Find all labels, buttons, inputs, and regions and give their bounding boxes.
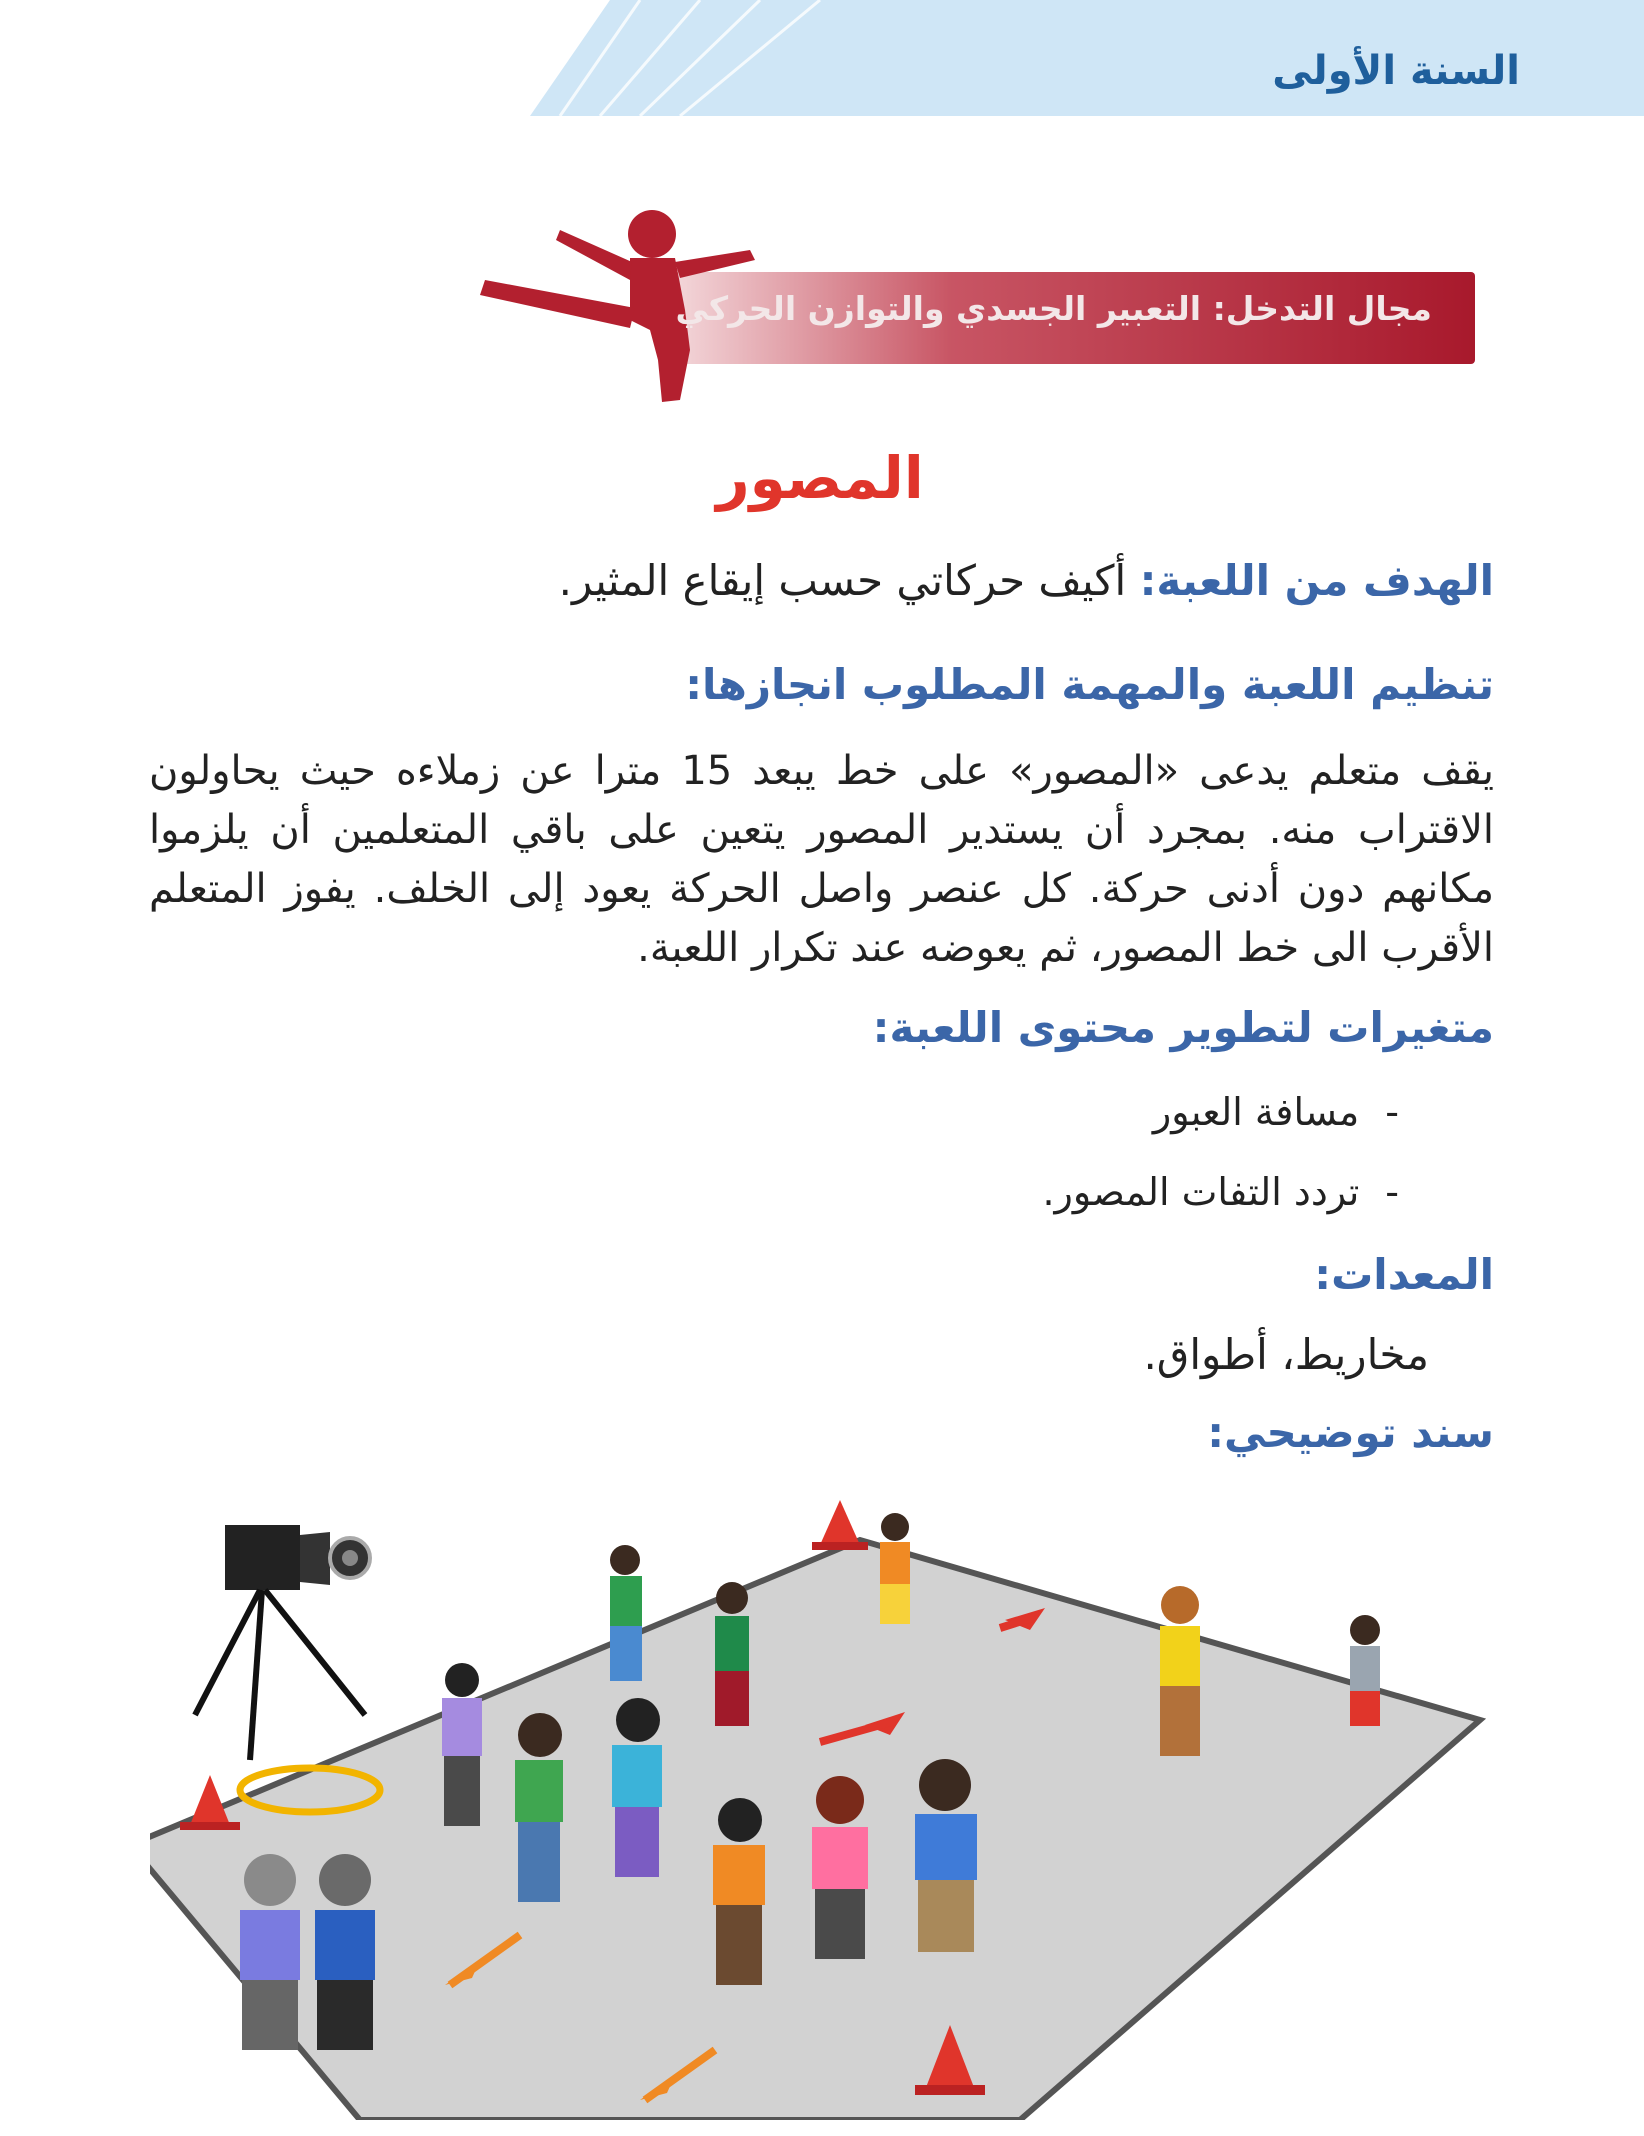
- organization-heading: تنظيم اللعبة والمهمة المطلوب انجازها:: [685, 660, 1494, 709]
- grade-label: السنة الأولى: [1272, 48, 1520, 94]
- variable-item: -تردد التفات المصور.: [1042, 1170, 1399, 1214]
- child-figure: [713, 1798, 765, 1985]
- child-figure: [612, 1698, 662, 1877]
- variable-item: -مسافة العبور: [1152, 1090, 1399, 1134]
- illustration-heading: سند توضيحي:: [1207, 1408, 1494, 1457]
- child-figure: [812, 1776, 868, 1959]
- child-figure: [610, 1545, 642, 1681]
- organization-body: يقف متعلم يدعى «المصور» على خط يبعد 15 مترا عن زملاءه حيث يحاولون الاقتراب منه. بمجرد أن يستدير المصور يتعين على باقي المتعلمين أن يلزموا مكانهم دون أدنى حركة. كل عنصر واصل الحركة يعود إلى الخلف. يفوز المتعلم الأقرب الى خط المصور، ثم يعوضه عند تكرار اللعبة.: [149, 748, 1494, 971]
- variable-item-label: تردد التفات المصور.: [1042, 1170, 1360, 1214]
- equipment-text: مخاريط، أطواق.: [1143, 1330, 1429, 1379]
- game-title: المصور: [716, 444, 924, 512]
- child-figure: [240, 1854, 300, 2050]
- child-figure: [715, 1582, 749, 1726]
- objective-line: [559, 556, 1494, 605]
- child-figure: [1350, 1615, 1380, 1726]
- child-figure: [315, 1854, 375, 2050]
- game-illustration: [150, 1480, 1490, 2120]
- child-figure: [915, 1759, 977, 1952]
- variable-item-label: مسافة العبور: [1152, 1090, 1360, 1134]
- objective-text: أكيف حركاتي حسب إيقاع المثير.: [558, 556, 1127, 605]
- variables-heading: متغيرات لتطوير محتوى اللعبة:: [872, 1003, 1494, 1052]
- child-figure: [442, 1663, 482, 1826]
- camera-icon: [195, 1525, 370, 1760]
- objective-label: الهدف من اللعبة:: [1139, 556, 1494, 605]
- child-figure: [880, 1513, 910, 1624]
- child-figure: [515, 1713, 563, 1902]
- cone-icon: [812, 1500, 868, 1550]
- child-figure: [1160, 1586, 1200, 1756]
- equipment-heading: المعدات:: [1314, 1250, 1494, 1299]
- domain-label: مجال التدخل: التعبير الجسدي والتوازن الحركي: [675, 289, 1432, 328]
